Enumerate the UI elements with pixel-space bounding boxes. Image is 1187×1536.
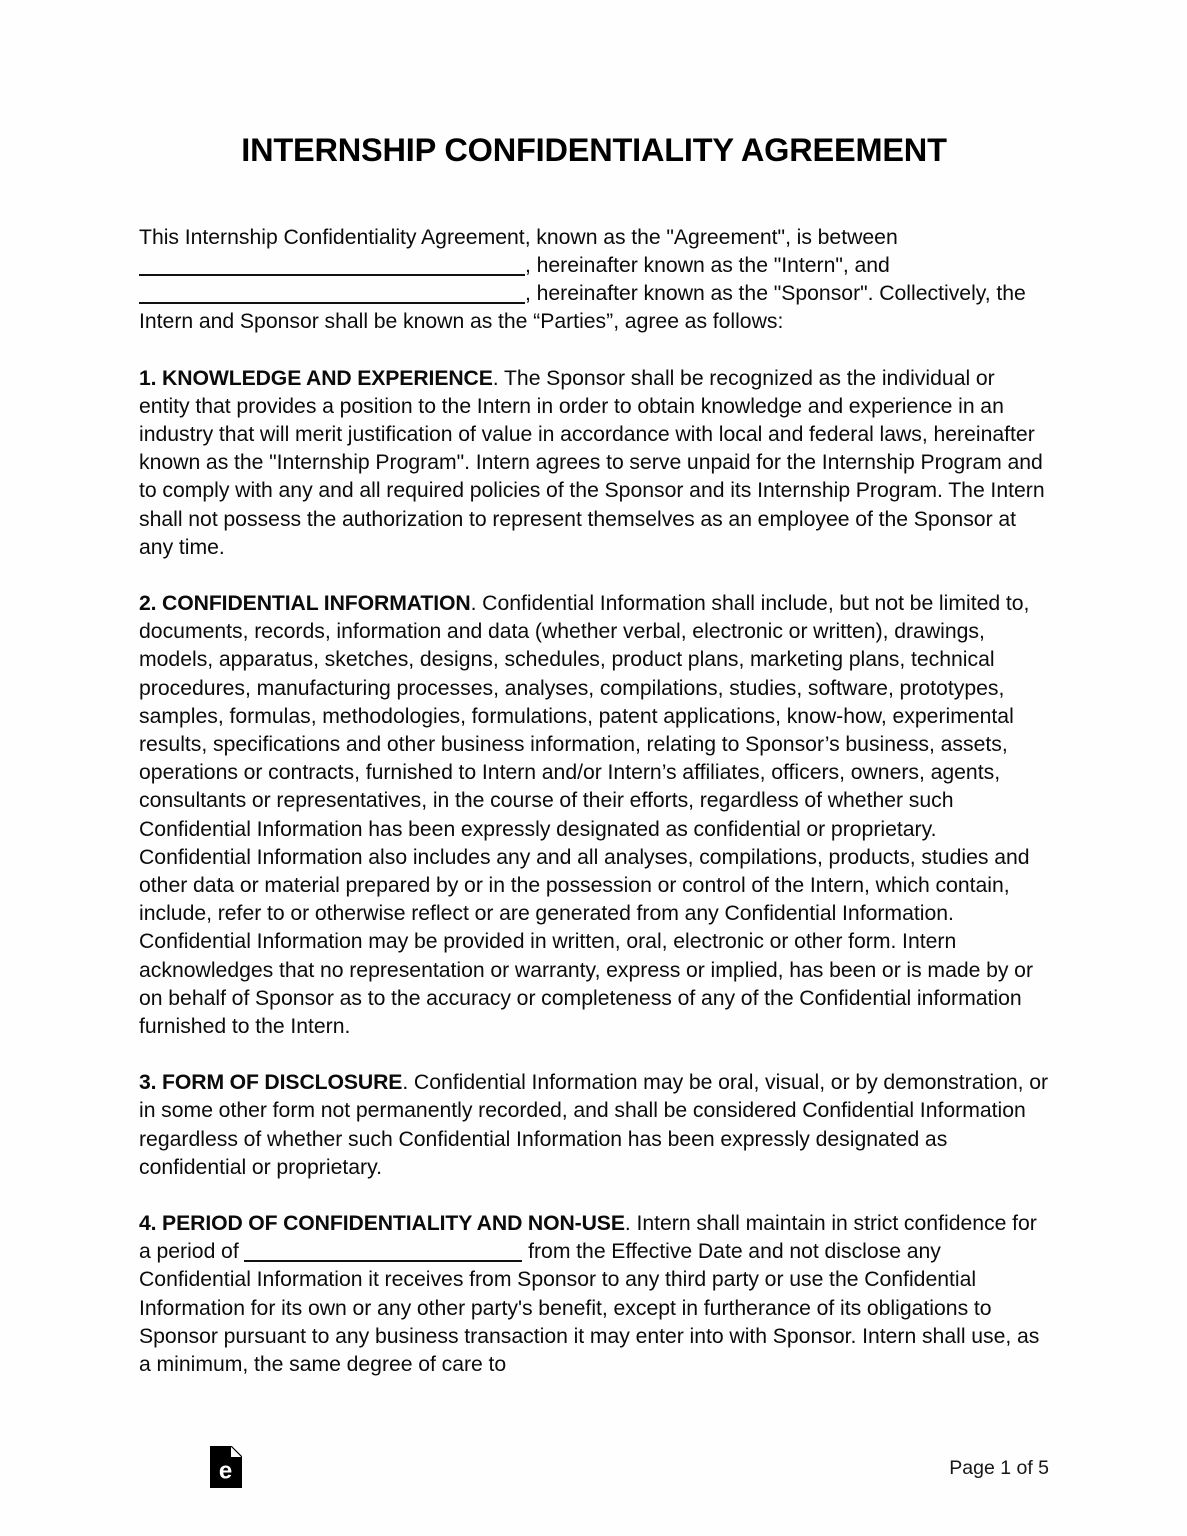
page-number: Page 1 of 5 [949,1457,1049,1479]
section-2-heading: 2. CONFIDENTIAL INFORMATION [139,591,471,615]
section-4-body-before-blank: . Intern shall maintain in strict confidence for a period of [139,1212,1037,1264]
page-footer [139,1442,1049,1502]
section-3 [139,1069,1049,1182]
intro-line-1: This Internship Confidentiality Agreement, known as the "Agreement", is between [139,225,898,249]
section-2 [139,590,1049,1041]
document-e-logo-icon [210,1446,242,1488]
confidentiality-period-blank[interactable] [244,1240,522,1262]
intro-after-blank-1: , hereinafter known as the "Intern", and [525,253,890,277]
section-2-body: . Confidential Information shall include, but not be limited to, documents, records, information and data (whether verbal, electronic or written), drawings, models, apparatus, sketches, designs, schedules, product plans, marketing plans, technical procedures, manufacturing processes, analyses, compilations, studies, software, prototypes, samples, formulas, methodologies, formulations, patent applications, know-how, experimental results, specifications and other business information, relating to Sponsor’s business, assets, operations or contracts, furnished to Intern and/or Intern’s affiliates, officers, owners, agents, consultants or representatives, in the course of their efforts, regardless of whether such Confidential Information has been expressly designated as confidential or proprietary. Confidential Information also includes any and all analyses, compilations, products, studies and other data or material prepared by or in the possession or control of the Intern, which contain, include, refer to or otherwise reflect or are generated from any Confidential Information. Confidential Information may be provided in written, oral, electronic or other form. Intern acknowledges that no representation or warranty, express or implied, has been or is made by or on behalf of Sponsor as to the accuracy or completeness of any of the Confidential information furnished to the Intern. [139,591,1034,1039]
section-1-body: . The Sponsor shall be recognized as the individual or entity that provides a position to the Intern in order to obtain knowledge and experience in an industry that will merit justification of value in accordance with local and federal laws, hereinafter known as the "Internship Program". Intern agrees to serve unpaid for the Internship Program and to comply with any and all required policies of the Sponsor and its Internship Program. The Intern shall not possess the authorization to represent themselves as an employee of the Sponsor at any time. [139,366,1045,559]
section-4 [139,1210,1049,1379]
svg-text:e: e [218,1457,233,1485]
section-1 [139,365,1049,562]
section-1-heading: 1. KNOWLEDGE AND EXPERIENCE [139,366,493,390]
page-title: INTERNSHIP CONFIDENTIALITY AGREEMENT [241,132,947,168]
section-3-body: . Confidential Information may be oral, visual, or by demonstration, or in some other form not permanently recorded, and shall be considered Confidential Information regardless of whether such Confidential Information has been expressly designated as confidential or proprietary. [139,1071,1049,1179]
section-3-heading: 3. FORM OF DISCLOSURE [139,1071,403,1095]
section-4-body-after-blank: from the Effective Date and not disclose any Confidential Information it receives from Sponsor to any third party or use the Confidential Information for its own or any other party's benefit, except in furtherance of its obligations to Sponsor pursuant to any business transaction it may enter into with Sponsor. Intern shall use, as a minimum, the same degree of care to [139,1240,1040,1377]
sponsor-name-blank[interactable] [139,281,525,304]
intern-name-blank[interactable] [139,253,525,276]
intro-after-blank-2: , hereinafter known as the "Sponsor". Collectively, the Intern and Sponsor shall be known as the “Parties”, agree as follows: [139,282,1026,334]
section-4-heading: 4. PERIOD OF CONFIDENTIALITY AND NON-USE [139,1212,625,1236]
intro-paragraph [139,224,1049,337]
document-content [139,0,1049,1379]
